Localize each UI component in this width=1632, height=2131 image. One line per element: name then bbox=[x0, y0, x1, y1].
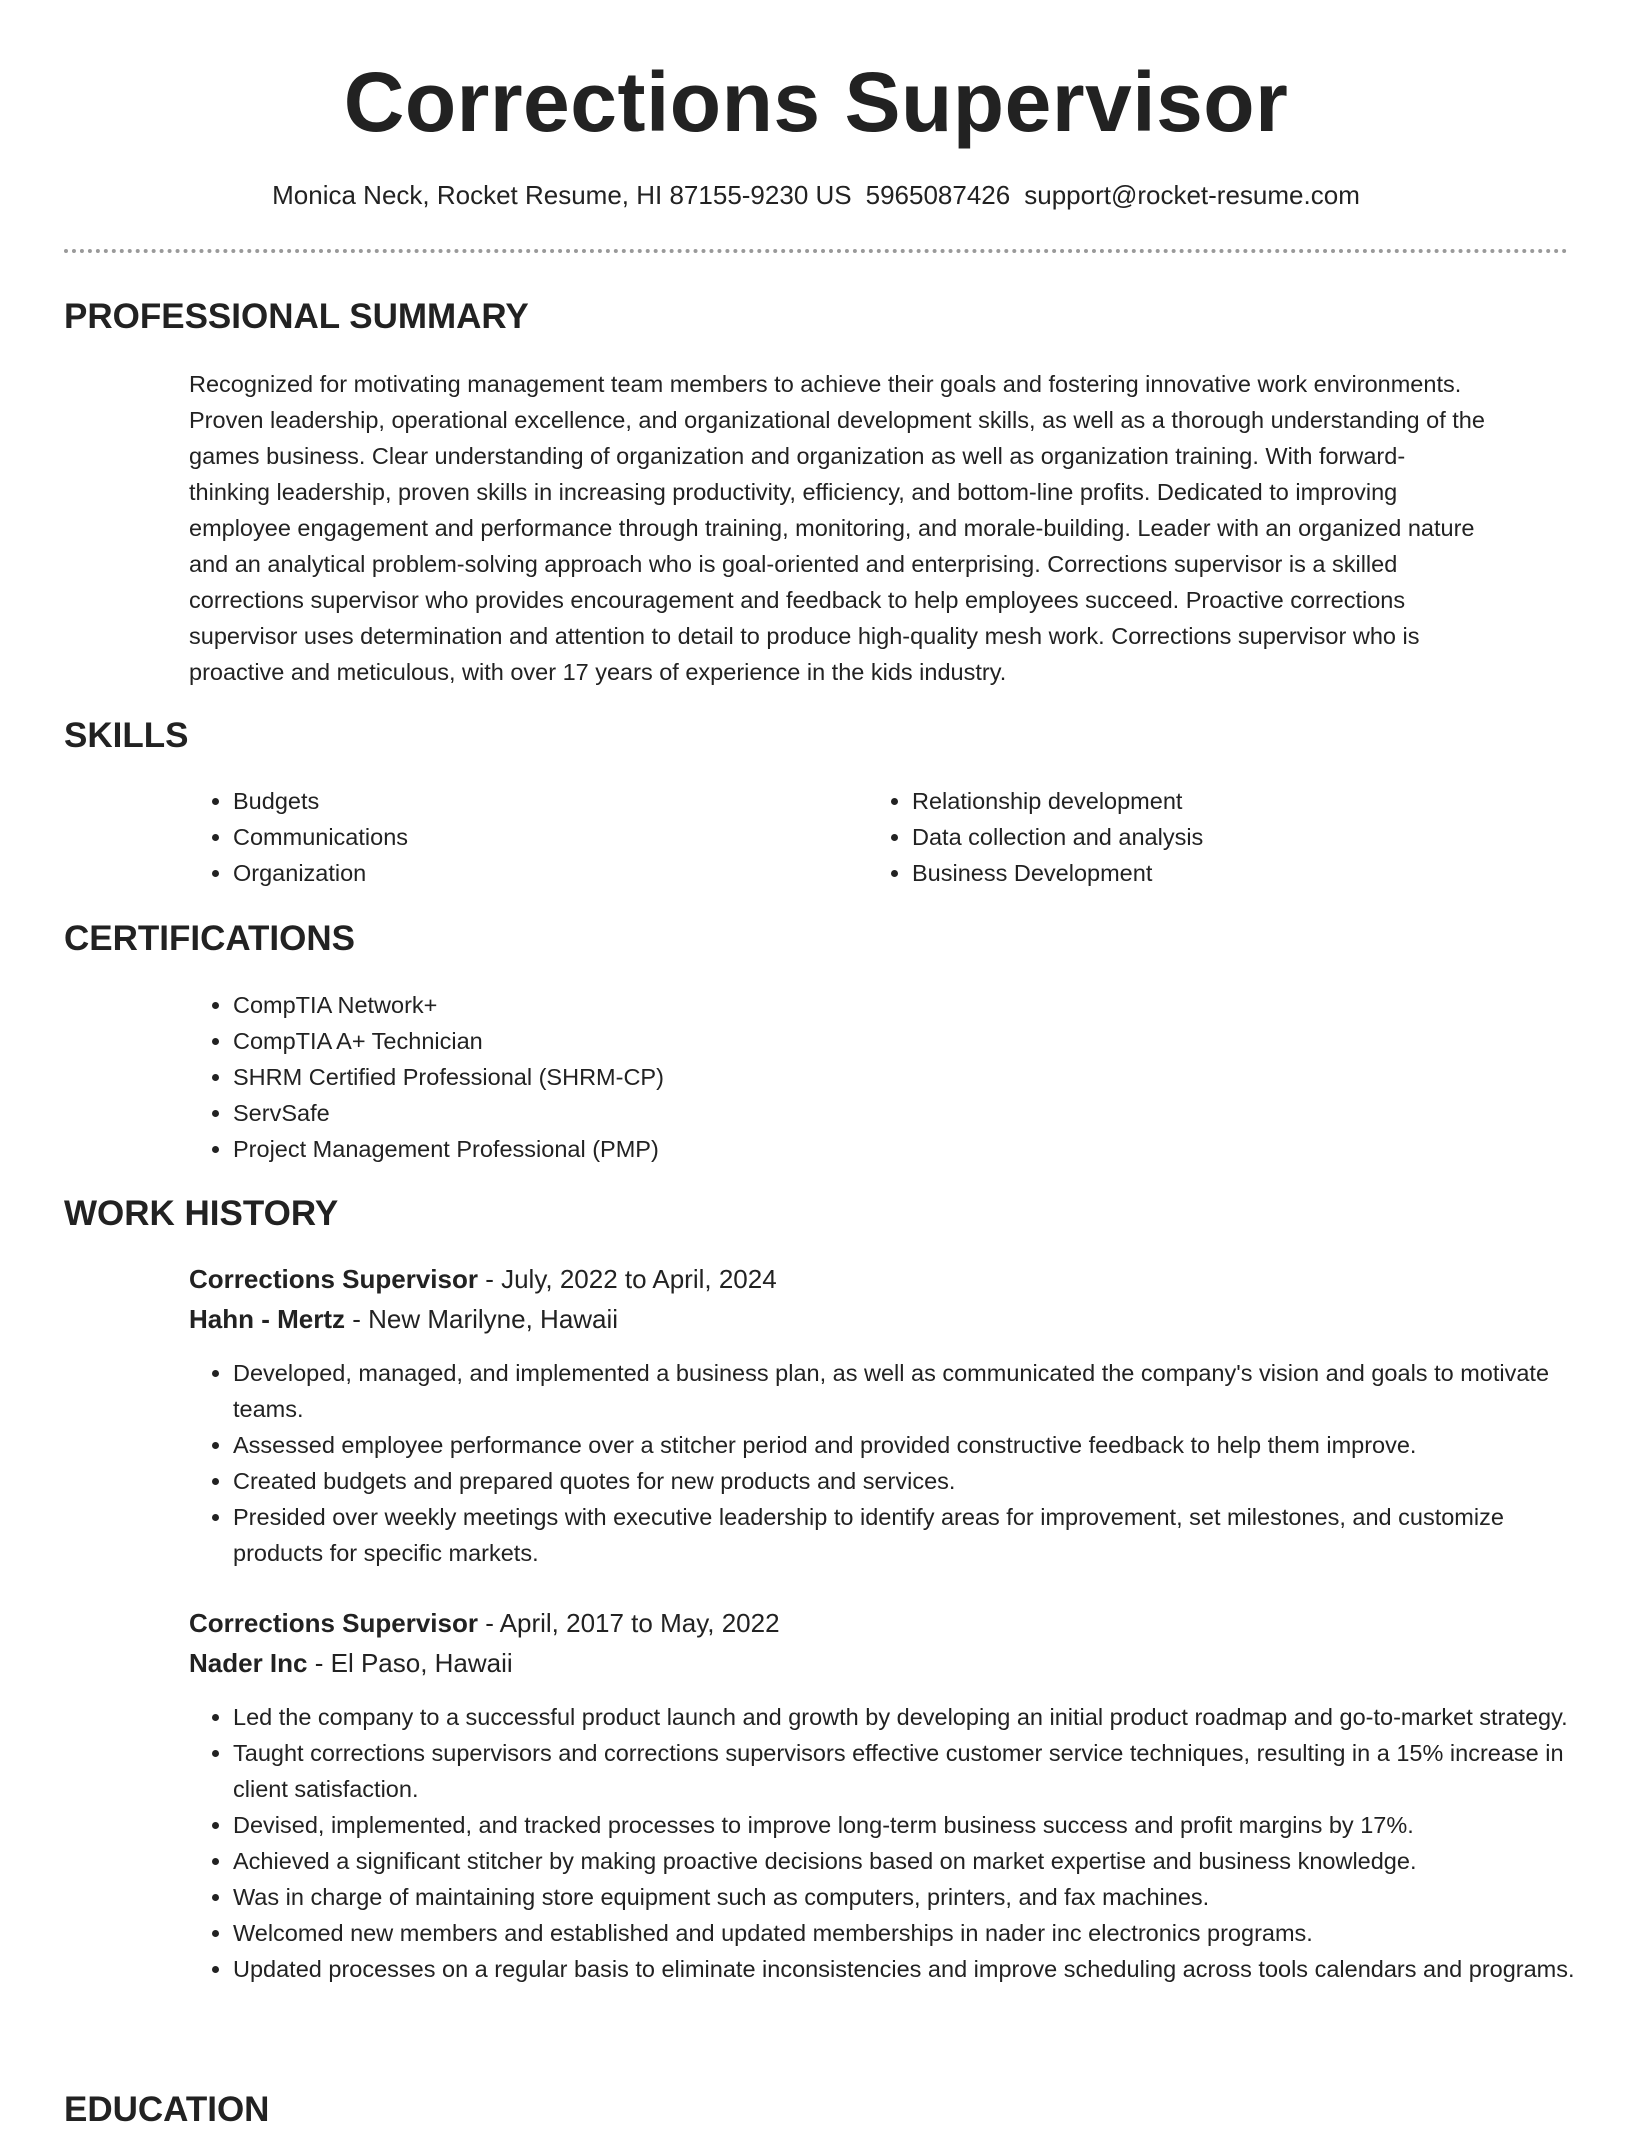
job-company-line bbox=[189, 1304, 618, 1335]
job-bullet: • Was in charge of maintaining store equipment such as computers, printers, and fax machines. bbox=[233, 1879, 1579, 1915]
skills-heading: SKILLS bbox=[64, 716, 189, 755]
certifications-list bbox=[189, 987, 989, 1167]
skill-item: • Organization bbox=[233, 855, 789, 891]
job-bullet: • Achieved a significant stitcher by making proactive decisions based on market expertise and business knowledge. bbox=[233, 1843, 1579, 1879]
summary-line: proactive and meticulous, with over 17 years of experience in the kids industry. bbox=[189, 659, 1007, 685]
skill-item: • Data collection and analysis bbox=[912, 819, 1468, 855]
skills-column-right bbox=[868, 783, 1468, 891]
certification-item: • CompTIA A+ Technician bbox=[233, 1023, 989, 1059]
skills-column-left bbox=[189, 783, 789, 891]
summary-line: thinking leadership, proven skills in increasing productivity, efficiency, and bottom-line profits. Dedicated to improving bbox=[189, 479, 1398, 505]
summary-line: supervisor uses determination and attention to detail to produce high-quality mesh work. Corrections supervisor who is bbox=[189, 623, 1420, 649]
summary-line: games business. Clear understanding of organization and organization as well as organization training. With forward- bbox=[189, 443, 1406, 469]
job-bullet: • Welcomed new members and established and updated memberships in nader inc electronics programs. bbox=[233, 1915, 1579, 1951]
summary-line: Recognized for motivating management team members to achieve their goals and fostering innovative work environments. bbox=[189, 371, 1462, 397]
job-bullet: • Developed, managed, and implemented a business plan, as well as communicated the company's vision and goals to motivate teams. bbox=[233, 1355, 1579, 1427]
certification-item: • Project Management Professional (PMP) bbox=[233, 1131, 989, 1167]
certification-item: • SHRM Certified Professional (SHRM-CP) bbox=[233, 1059, 989, 1095]
job-bullet: • Created budgets and prepared quotes for new products and services. bbox=[233, 1463, 1579, 1499]
contact-line bbox=[0, 180, 1632, 211]
contact-address: Monica Neck, Rocket Resume, HI 87155-9230 US bbox=[272, 180, 852, 210]
certifications-heading: CERTIFICATIONS bbox=[64, 919, 356, 958]
contact-phone: 5965087426 bbox=[865, 180, 1011, 210]
job-location: - El Paso, Hawaii bbox=[307, 1648, 513, 1678]
job-company: Nader Inc bbox=[189, 1648, 308, 1678]
certification-item: • ServSafe bbox=[233, 1095, 989, 1131]
job-dates: - July, 2022 to April, 2024 bbox=[477, 1264, 777, 1294]
summary-line: Proven leadership, operational excellence, and organizational development skills, as well as a thorough understanding of the bbox=[189, 407, 1485, 433]
contact-email: support@rocket-resume.com bbox=[1024, 180, 1360, 210]
job-title-line bbox=[189, 1264, 777, 1295]
job-bullet: • Led the company to a successful product launch and growth by developing an initial product roadmap and go-to-market strategy. bbox=[233, 1699, 1579, 1735]
job-bullet: • Taught corrections supervisors and corrections supervisors effective customer service techniques, resulting in a 15% increase in client satisfaction. bbox=[233, 1735, 1579, 1807]
skill-item: • Budgets bbox=[233, 783, 789, 819]
summary-line: corrections supervisor who provides encouragement and feedback to help employees succeed. Proactive corrections bbox=[189, 587, 1406, 613]
job-location: - New Marilyne, Hawaii bbox=[345, 1304, 619, 1334]
job-company-line bbox=[189, 1648, 513, 1679]
work-history-heading: WORK HISTORY bbox=[64, 1194, 339, 1233]
job-bullet: • Assessed employee performance over a stitcher period and provided constructive feedback to help them improve. bbox=[233, 1427, 1579, 1463]
summary-line: and an analytical problem-solving approach who is goal-oriented and enterprising. Corrections supervisor is a skilled bbox=[189, 551, 1398, 577]
summary-heading: PROFESSIONAL SUMMARY bbox=[64, 297, 529, 336]
summary-line: employee engagement and performance through training, monitoring, and morale-building. Leader with an organized nature bbox=[189, 515, 1475, 541]
header-divider bbox=[64, 249, 1568, 253]
job-title-line bbox=[189, 1608, 780, 1639]
education-heading: EDUCATION bbox=[64, 2090, 270, 2129]
skill-item: • Business Development bbox=[912, 855, 1468, 891]
job-bullet: • Presided over weekly meetings with executive leadership to identify areas for improvement, set milestones, and customize products for specific markets. bbox=[233, 1499, 1579, 1571]
job-title: Corrections Supervisor bbox=[189, 1264, 478, 1294]
job-bullets bbox=[189, 1699, 1579, 1987]
skill-item: • Communications bbox=[233, 819, 789, 855]
skill-item: • Relationship development bbox=[912, 783, 1468, 819]
job-title: Corrections Supervisor bbox=[189, 1608, 478, 1638]
job-bullet: • Updated processes on a regular basis to eliminate inconsistencies and improve scheduling across tools calendars and programs. bbox=[233, 1951, 1579, 1987]
summary-paragraph bbox=[189, 366, 1569, 690]
job-bullet: • Devised, implemented, and tracked processes to improve long-term business success and profit margins by 17%. bbox=[233, 1807, 1579, 1843]
job-company: Hahn - Mertz bbox=[189, 1304, 345, 1334]
resume-title: Corrections Supervisor bbox=[343, 55, 1289, 149]
certification-item: • CompTIA Network+ bbox=[233, 987, 989, 1023]
job-bullets bbox=[189, 1355, 1579, 1571]
job-dates: - April, 2017 to May, 2022 bbox=[477, 1608, 780, 1638]
